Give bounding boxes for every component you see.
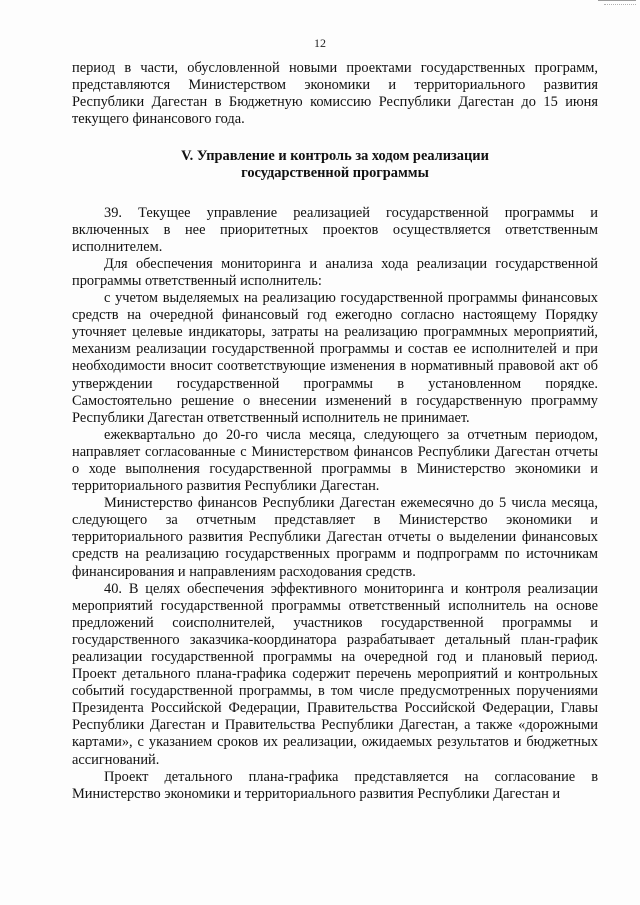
paragraph-continued: период в части, обусловленной новыми проектами государственных программ, представляются Министерством экономики и территориального развития Республики Дагестан в Бюджетную комиссию Республики Дагестан до 15 июня текущего финансового года. bbox=[72, 60, 598, 128]
paragraph-monitoring-intro: Для обеспечения мониторинга и анализа хода реализации государственной программы ответственный исполнитель: bbox=[72, 255, 598, 289]
spacer bbox=[72, 128, 598, 148]
page-number: 12 bbox=[314, 36, 326, 50]
paragraph-annual-update: с учетом выделяемых на реализацию государственной программы финансовых средств на очередной финансовый год ежегодно согласно настоящему Порядку уточняет целевые индикаторы, затраты на реализацию программных мероприятий, механизм реализации государственной программы и состав ее исполнителей и при необходимости вносит соответствующие изменения в нормативный правовой акт об утверждении государственной программы в установленном порядке. Самостоятельно решение о внесении изменений в государственную программу Республики Дагестан ответственный исполнитель не принимает. bbox=[72, 290, 598, 426]
section-heading-line-2: государственной программы bbox=[241, 165, 429, 182]
document-body bbox=[72, 60, 598, 803]
paragraph-39: 39. Текущее управление реализацией государственной программы и включенных в нее приоритетных проектов осуществляется ответственным исполнителем. bbox=[72, 204, 598, 255]
paragraph-40: 40. В целях обеспечения эффективного мониторинга и контроля реализации мероприятий государственной программы ответственный исполнитель на основе предложений соисполнителей, участников государственной программы и государственного заказчика-координатора разрабатывает детальный план-график реализации государственной программы на очередной год и плановый период. Проект детального плана-графика содержит перечень мероприятий и контрольных событий государственной программы, в том числе предусмотренных поручениями Президента Российской Федерации, Правительства Российской Федерации, Главы Республики Дагестан и Правительства Республики Дагестан, а также «дорожными картами», с указанием сроков их реализации, ожидаемых результатов и бюджетных ассигнований. bbox=[72, 580, 598, 768]
scan-corner-mark bbox=[598, 0, 636, 11]
paragraph-plan-approval: Проект детального плана-графика представляется на согласование в Министерство экономики и территориального развития Республики Дагестан и bbox=[72, 768, 598, 802]
spacer bbox=[72, 183, 598, 205]
section-heading-line-1: V. Управление и контроль за ходом реализации bbox=[181, 148, 489, 165]
paragraph-ministry-finance: Министерство финансов Республики Дагестан ежемесячно до 5 числа месяца, следующего за отчетным представляет в Министерство экономики и территориального развития Республики Дагестан отчеты о выделении финансовых средств на реализацию государственных программ и подпрограмм по источникам финансирования и направлениям расходования средств. bbox=[72, 495, 598, 580]
paragraph-quarterly-reports: ежеквартально до 20-го числа месяца, следующего за отчетным периодом, направляет согласованные с Министерством финансов Республики Дагестан отчеты о ходе выполнения государственной программы в Министерство экономики и территориального развития Республики Дагестан. bbox=[72, 426, 598, 495]
